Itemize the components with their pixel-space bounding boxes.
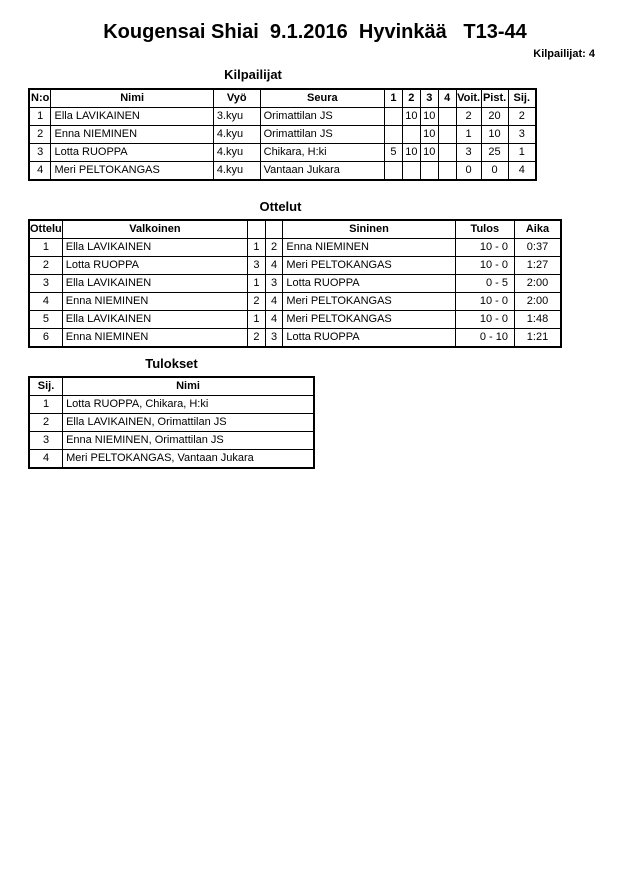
tulokset-header-row (29, 377, 314, 396)
cell-seura: Orimattilan JS (260, 126, 384, 144)
cell-placing: 4 (29, 450, 63, 469)
cell-vyo: 4.kyu (213, 162, 260, 181)
kilpailijat-header-row (29, 89, 536, 108)
cell-white-name: Ella LAVIKAINEN (62, 311, 247, 329)
cell-name-club: Ella LAVIKAINEN, Orimattilan JS (63, 414, 314, 432)
col-header-pist: Pist. (481, 89, 508, 108)
cell-nimi: Ella LAVIKAINEN (51, 108, 213, 126)
table-row (29, 329, 561, 348)
col-header-ottelu: Ottelu (29, 220, 62, 239)
cell-score-4 (438, 162, 456, 181)
cell-score-3 (420, 162, 438, 181)
cell-score-1 (385, 162, 403, 181)
ottelut-header-row (29, 220, 561, 239)
competitors-count: Kilpailijat: 4 (533, 48, 595, 60)
cell-match-no: 1 (29, 239, 62, 257)
cell-score-3: 10 (420, 126, 438, 144)
cell-white-name: Ella LAVIKAINEN (62, 275, 247, 293)
cell-match-no: 6 (29, 329, 62, 348)
cell-sij: 3 (508, 126, 536, 144)
cell-tulos: 0 - 10 (455, 329, 514, 348)
cell-blue-name: Lotta RUOPPA (283, 329, 455, 348)
cell-seura: Vantaan Jukara (260, 162, 384, 181)
cell-match-no: 5 (29, 311, 62, 329)
cell-tulos: 10 - 0 (455, 257, 514, 275)
cell-nimi: Meri PELTOKANGAS (51, 162, 213, 181)
cell-white-name: Enna NIEMINEN (62, 329, 247, 348)
cell-seura: Orimattilan JS (260, 108, 384, 126)
cell-blue-number: 3 (265, 275, 283, 293)
cell-white-number: 2 (248, 293, 266, 311)
cell-voit: 3 (456, 144, 481, 162)
cell-sij: 4 (508, 162, 536, 181)
cell-tulos: 10 - 0 (455, 239, 514, 257)
cell-white-name: Ella LAVIKAINEN (62, 239, 247, 257)
cell-placing: 2 (29, 414, 63, 432)
cell-score-4 (438, 108, 456, 126)
table-row (29, 126, 536, 144)
cell-name-club: Lotta RUOPPA, Chikara, H:ki (63, 396, 314, 414)
cell-score-4 (438, 126, 456, 144)
cell-white-number: 2 (248, 329, 266, 348)
cell-score-1 (385, 108, 403, 126)
cell-white-number: 1 (248, 311, 266, 329)
col-header-sininen: Sininen (283, 220, 455, 239)
cell-score-3: 10 (420, 108, 438, 126)
cell-voit: 0 (456, 162, 481, 181)
cell-tulos: 10 - 0 (455, 311, 514, 329)
table-row (29, 108, 536, 126)
cell-vyo: 3.kyu (213, 108, 260, 126)
col-header-sij: Sij. (29, 377, 63, 396)
col-header-seura: Seura (260, 89, 384, 108)
cell-blue-number: 4 (265, 257, 283, 275)
cell-score-4 (438, 144, 456, 162)
cell-placing: 3 (29, 432, 63, 450)
kilpailijat-table (28, 88, 537, 181)
cell-aika: 2:00 (514, 275, 561, 293)
col-header-vyo: Vyö (213, 89, 260, 108)
cell-no: 1 (29, 108, 51, 126)
cell-blue-number: 4 (265, 311, 283, 329)
table-row (29, 257, 561, 275)
cell-score-1: 5 (385, 144, 403, 162)
ottelut-table (28, 219, 562, 348)
table-row (29, 311, 561, 329)
cell-match-no: 2 (29, 257, 62, 275)
table-row (29, 275, 561, 293)
cell-tulos: 10 - 0 (455, 293, 514, 311)
table-row (29, 396, 314, 414)
cell-blue-name: Meri PELTOKANGAS (283, 311, 455, 329)
cell-pist: 25 (481, 144, 508, 162)
cell-nimi: Enna NIEMINEN (51, 126, 213, 144)
cell-vyo: 4.kyu (213, 144, 260, 162)
col-header-white-number (248, 220, 266, 239)
cell-white-number: 1 (248, 275, 266, 293)
cell-name-club: Meri PELTOKANGAS, Vantaan Jukara (63, 450, 314, 469)
cell-blue-name: Enna NIEMINEN (283, 239, 455, 257)
col-header-tulos: Tulos (455, 220, 514, 239)
ottelut-heading: Ottelut (259, 199, 302, 214)
cell-aika: 2:00 (514, 293, 561, 311)
cell-voit: 2 (456, 108, 481, 126)
table-row (29, 293, 561, 311)
tulokset-section (28, 356, 315, 469)
cell-blue-name: Lotta RUOPPA (283, 275, 455, 293)
cell-white-name: Enna NIEMINEN (62, 293, 247, 311)
cell-blue-name: Meri PELTOKANGAS (283, 257, 455, 275)
cell-score-2 (402, 126, 420, 144)
cell-blue-name: Meri PELTOKANGAS (283, 293, 455, 311)
tulokset-table (28, 376, 315, 469)
col-header-voit: Voit. (456, 89, 481, 108)
cell-vyo: 4.kyu (213, 126, 260, 144)
cell-sij: 1 (508, 144, 536, 162)
cell-blue-number: 4 (265, 293, 283, 311)
cell-tulos: 0 - 5 (455, 275, 514, 293)
ottelut-section (28, 199, 562, 348)
cell-white-number: 3 (248, 257, 266, 275)
cell-placing: 1 (29, 396, 63, 414)
cell-score-2 (402, 162, 420, 181)
table-row (29, 414, 314, 432)
table-row (29, 432, 314, 450)
cell-match-no: 4 (29, 293, 62, 311)
cell-name-club: Enna NIEMINEN, Orimattilan JS (63, 432, 314, 450)
cell-pist: 0 (481, 162, 508, 181)
kilpailijat-heading: Kilpailijat (224, 67, 282, 82)
cell-pist: 20 (481, 108, 508, 126)
cell-score-1 (385, 126, 403, 144)
cell-aika: 0:37 (514, 239, 561, 257)
cell-aika: 1:27 (514, 257, 561, 275)
col-header-valkoinen: Valkoinen (62, 220, 247, 239)
table-row (29, 144, 536, 162)
col-header-nimi: Nimi (63, 377, 314, 396)
cell-white-name: Lotta RUOPPA (62, 257, 247, 275)
kilpailijat-section (28, 67, 537, 181)
cell-blue-number: 3 (265, 329, 283, 348)
cell-nimi: Lotta RUOPPA (51, 144, 213, 162)
cell-no: 3 (29, 144, 51, 162)
cell-score-2: 10 (402, 108, 420, 126)
cell-no: 4 (29, 162, 51, 181)
cell-score-3: 10 (420, 144, 438, 162)
cell-sij: 2 (508, 108, 536, 126)
col-header-nimi: Nimi (51, 89, 213, 108)
cell-match-no: 3 (29, 275, 62, 293)
col-header-4: 4 (438, 89, 456, 108)
col-header-aika: Aika (514, 220, 561, 239)
tulokset-heading: Tulokset (145, 356, 198, 371)
table-row (29, 239, 561, 257)
cell-voit: 1 (456, 126, 481, 144)
cell-seura: Chikara, H:ki (260, 144, 384, 162)
col-header-blue-number (265, 220, 283, 239)
table-row (29, 450, 314, 469)
cell-white-number: 1 (248, 239, 266, 257)
col-header-no: N:o (29, 89, 51, 108)
cell-no: 2 (29, 126, 51, 144)
col-header-3: 3 (420, 89, 438, 108)
page-title: Kougensai Shiai 9.1.2016 Hyvinkää T13-44 (103, 21, 527, 43)
cell-blue-number: 2 (265, 239, 283, 257)
col-header-2: 2 (402, 89, 420, 108)
cell-pist: 10 (481, 126, 508, 144)
col-header-1: 1 (385, 89, 403, 108)
cell-aika: 1:48 (514, 311, 561, 329)
table-row (29, 162, 536, 181)
cell-aika: 1:21 (514, 329, 561, 348)
col-header-sij: Sij. (508, 89, 536, 108)
cell-score-2: 10 (402, 144, 420, 162)
